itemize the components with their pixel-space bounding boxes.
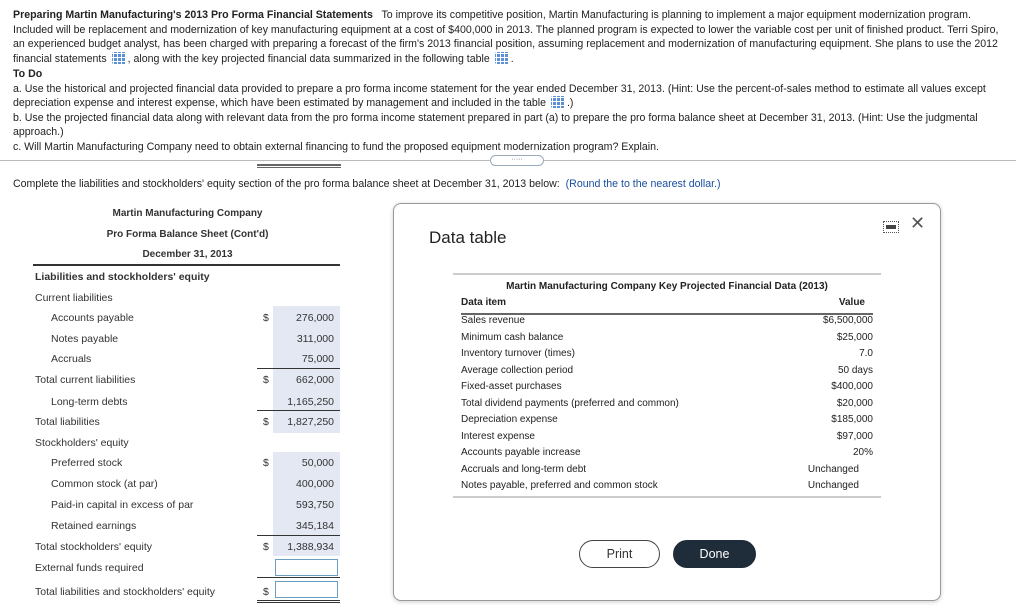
instruction-hint: (Round the to the nearest dollar.) xyxy=(565,178,721,190)
resize-handle[interactable]: ····· xyxy=(490,155,544,166)
row-value: 662,000 xyxy=(296,374,334,386)
data-item: Interest expense xyxy=(461,430,535,442)
row-label: Long-term debts xyxy=(51,396,128,408)
row-label: Notes payable xyxy=(51,333,119,345)
row-value: 311,000 xyxy=(296,333,334,345)
data-value: 50 days xyxy=(837,364,873,376)
data-item: Fixed-asset purchases xyxy=(461,381,562,392)
row-value: 75,000 xyxy=(301,353,334,365)
problem-body-3: . xyxy=(510,52,514,65)
row-value: 345,184 xyxy=(296,520,334,532)
separator xyxy=(0,154,1024,172)
problem-body-2: , along with the key projected financial data summarized in the following table xyxy=(127,52,490,65)
row-label: Total current liabilities xyxy=(35,374,136,386)
balance-sheet-row xyxy=(35,329,340,349)
data-table-row xyxy=(461,445,873,462)
balance-sheet-row xyxy=(35,370,340,390)
table-icon[interactable] xyxy=(112,52,126,64)
header-rule xyxy=(33,264,340,266)
statement-title: Pro Forma Balance Sheet (Cont'd) xyxy=(106,229,269,240)
row-label: Paid-in capital in excess of par xyxy=(51,499,194,511)
data-table-title: Martin Manufacturing Company Key Projected Financial Data (2013) xyxy=(506,281,828,292)
col-value: Value xyxy=(838,297,865,308)
data-item: Total dividend payments (preferred and common) xyxy=(461,397,679,409)
task-b: b. Use the projected financial data along with relevant data from the pro forma income statement prepared in part (a) to prepare the pro forma balance sheet at December 31, 2013. (Hint: Use the judgmental approach.) xyxy=(13,111,978,138)
data-item: Notes payable, preferred and common stock xyxy=(461,480,658,491)
dollar-sign: $ xyxy=(263,374,269,386)
row-label: Accruals xyxy=(51,353,92,365)
data-table-row xyxy=(461,478,873,495)
todo-heading: To Do xyxy=(13,68,43,80)
close-icon[interactable]: ✕ xyxy=(910,213,926,233)
data-value: $20,000 xyxy=(836,397,873,409)
instruction-text: Complete the liabilities and stockholders' equity section of the pro forma balance sheet at December 31, 2013 below: xyxy=(13,178,560,190)
row-value: 1,165,250 xyxy=(287,396,334,408)
row-value: 1,827,250 xyxy=(287,416,334,428)
col-data-item: Data item xyxy=(461,297,507,308)
top-section xyxy=(0,8,1024,191)
data-value: $6,500,000 xyxy=(822,315,873,326)
dollar-sign: $ xyxy=(263,586,269,598)
minimize-icon[interactable] xyxy=(883,221,899,233)
data-value: Unchanged xyxy=(807,463,859,475)
double-rule xyxy=(257,164,341,168)
data-value: $97,000 xyxy=(836,430,873,442)
balance-sheet-row xyxy=(35,516,340,536)
task-c: c. Will Martin Manufacturing Company need to obtain external financing to fund the proposed equipment modernization program? Explain. xyxy=(13,140,659,153)
dollar-sign: $ xyxy=(263,416,269,428)
row-label: Total stockholders' equity xyxy=(35,541,152,553)
balance-sheet-row xyxy=(35,412,340,432)
problem-title: Preparing Martin Manufacturing's 2013 Pro Forma Financial Statements xyxy=(13,9,373,21)
data-item: Inventory turnover (times) xyxy=(461,348,575,359)
external-funds-input[interactable] xyxy=(275,559,338,576)
balance-sheet-row xyxy=(35,453,340,473)
company-name: Martin Manufacturing Company xyxy=(112,208,263,219)
total-liabilities-equity-input[interactable] xyxy=(275,581,338,598)
problem-body: To improve its competitive position, Martin Manufacturing is planning to implement a major equipment modernization program. Included will be replacement and modernization of key manufacturing equipment at a cost of $400,000 in 2013. The planned program is expected to lower the variable cost per unit of finished product. Terri Spiro, an experienced budget analyst, has been charged with preparing a forecast of the firm's 2013 financial position, assuming replacement and modernization of manufacturing equipment. She plans to use the 2012 financial statements xyxy=(13,9,999,65)
row-label: Retained earnings xyxy=(51,520,137,532)
row-label: Total liabilities xyxy=(35,416,100,428)
balance-sheet-row xyxy=(35,474,340,494)
balance-sheet-row xyxy=(35,308,340,328)
dollar-sign: $ xyxy=(263,457,269,469)
data-table-row xyxy=(461,379,873,396)
data-table-row xyxy=(461,462,873,479)
row-label: Preferred stock xyxy=(51,457,123,469)
balance-sheet-row xyxy=(35,392,340,412)
balance-sheet-row xyxy=(35,267,340,287)
balance-sheet-row xyxy=(35,433,340,453)
balance-sheet-row xyxy=(35,349,340,369)
data-item: Accruals and long-term debt xyxy=(461,463,587,475)
dollar-sign: $ xyxy=(263,312,269,324)
data-table-row xyxy=(461,429,873,446)
statement-date: December 31, 2013 xyxy=(142,249,233,260)
dollar-sign: $ xyxy=(263,541,269,553)
row-label: External funds required xyxy=(35,562,144,574)
task-a: a. Use the historical and projected financial data provided to prepare a pro forma income statement for the year ended December 31, 2013. (Hint: Use the percent-of-sales method to estimate all values except depreciation expense and interest expense, which have been estimated by management and included in the table xyxy=(13,82,986,109)
data-value: 7.0 xyxy=(859,348,873,359)
data-item: Depreciation expense xyxy=(461,414,558,425)
data-table-row xyxy=(461,363,873,380)
row-label: Current liabilities xyxy=(35,292,113,304)
row-value: 50,000 xyxy=(301,457,334,469)
print-button[interactable]: Print xyxy=(579,540,660,568)
row-label: Liabilities and stockholders' equity xyxy=(35,271,210,283)
row-label: Common stock (at par) xyxy=(51,478,158,490)
data-value: Unchanged xyxy=(807,480,859,491)
data-table xyxy=(453,273,881,498)
data-item: Average collection period xyxy=(461,364,574,376)
row-label: Stockholders' equity xyxy=(35,437,129,449)
done-button[interactable]: Done xyxy=(673,540,756,568)
balance-sheet-row xyxy=(35,288,340,308)
instruction xyxy=(13,178,1024,191)
table-icon[interactable] xyxy=(551,96,565,108)
row-value: 1,388,934 xyxy=(287,541,334,553)
problem-statement xyxy=(13,8,1013,154)
data-value: $185,000 xyxy=(831,414,873,425)
data-table-row xyxy=(461,346,873,363)
row-value: 593,750 xyxy=(296,499,334,511)
dialog-title: Data table xyxy=(429,228,507,247)
data-value: $25,000 xyxy=(836,331,873,343)
data-table-row xyxy=(461,330,873,347)
data-table-dialog xyxy=(393,203,941,601)
row-label: Total liabilities and stockholders' equity xyxy=(35,586,216,598)
data-item: Minimum cash balance xyxy=(461,331,564,343)
row-value: 400,000 xyxy=(296,478,334,490)
task-a-end: .) xyxy=(566,97,574,109)
data-item: Accounts payable increase xyxy=(461,447,581,458)
balance-sheet-row xyxy=(35,537,340,557)
balance-sheet-row xyxy=(35,495,340,515)
data-item: Sales revenue xyxy=(461,315,525,326)
data-table-row xyxy=(461,396,873,413)
row-value: 276,000 xyxy=(296,312,334,324)
data-value: 20% xyxy=(852,447,873,458)
table-icon[interactable] xyxy=(495,52,509,64)
data-table-row xyxy=(461,412,873,429)
data-value: $400,000 xyxy=(831,381,873,392)
data-table-row xyxy=(461,313,873,330)
row-label: Accounts payable xyxy=(51,312,134,324)
